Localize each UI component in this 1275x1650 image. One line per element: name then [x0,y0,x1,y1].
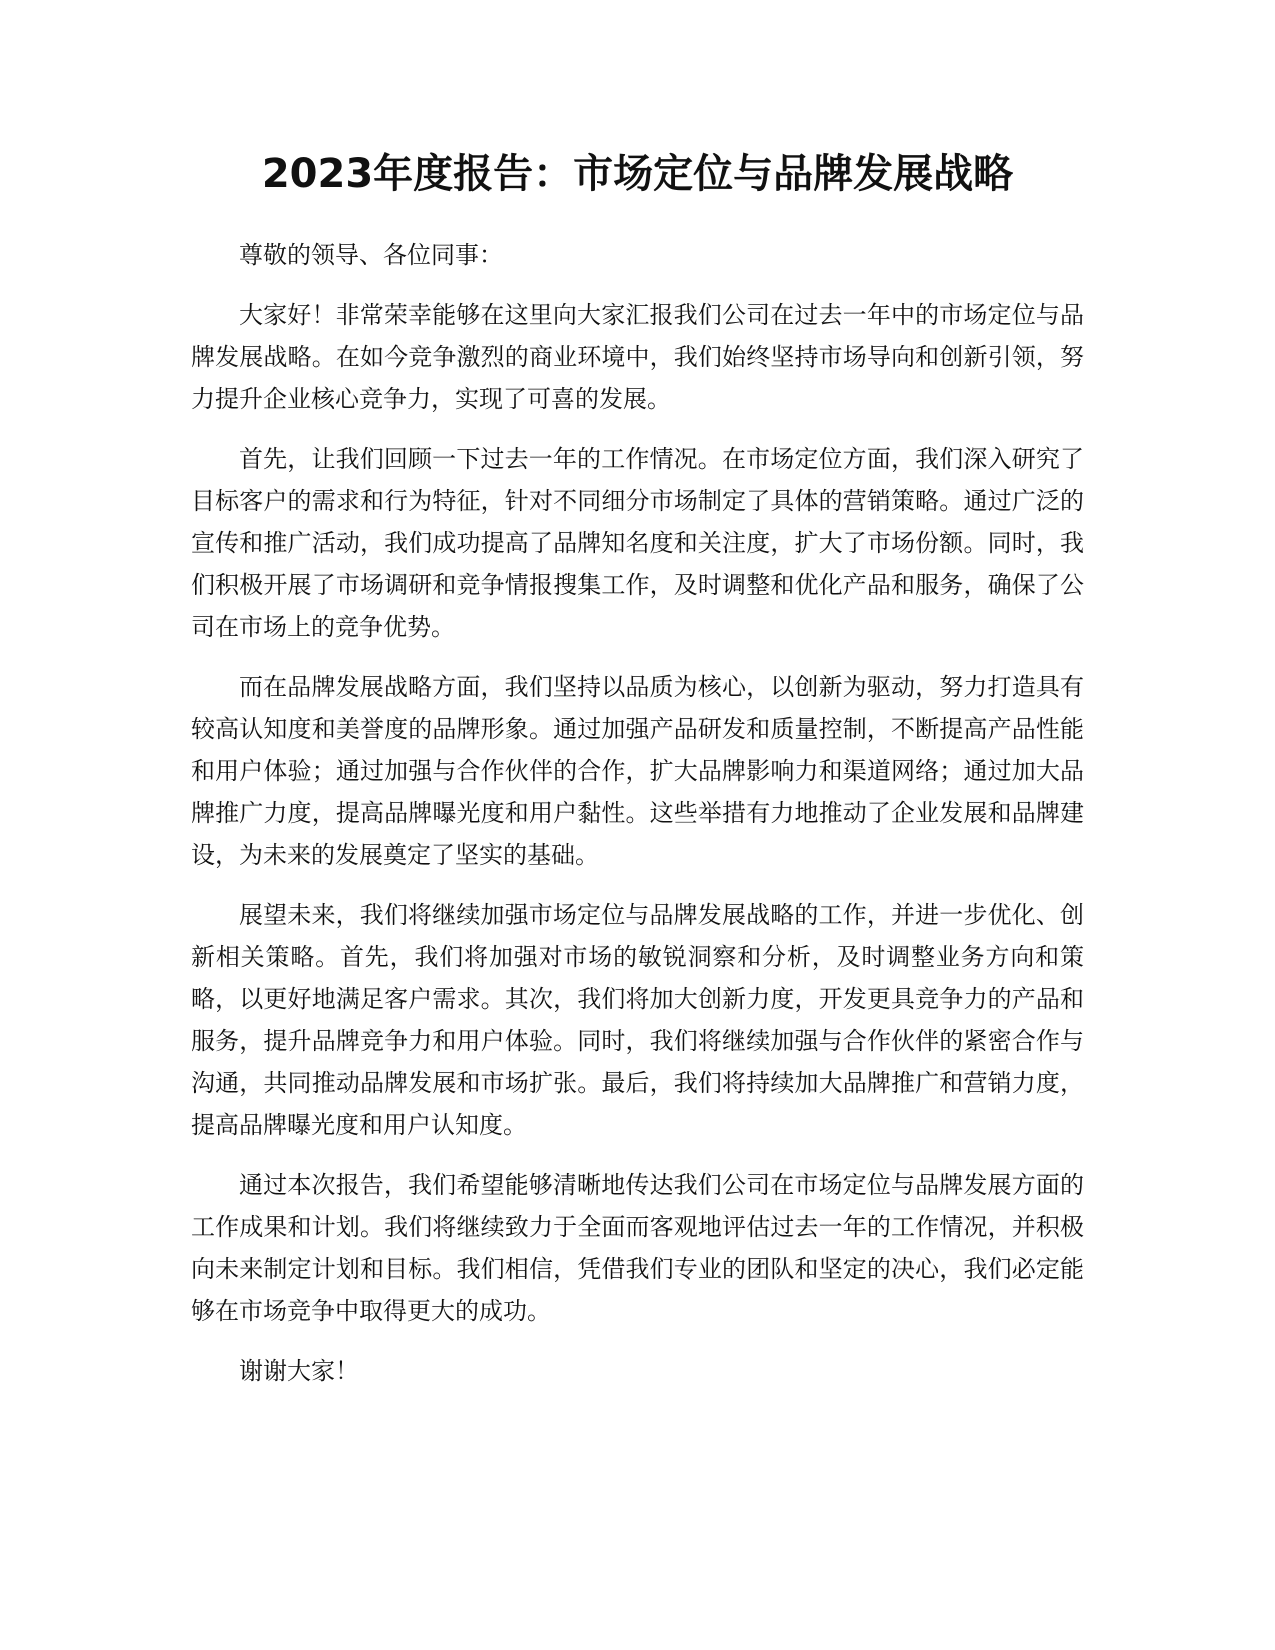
document-title: 2023年度报告：市场定位与品牌发展战略 [261,151,1014,197]
paragraph-brand-strategy: 而在品牌发展战略方面，我们坚持以品质为核心，以创新为驱动，努力打造具有较高认知度和美誉度的品牌形象。通过加强产品研发和质量控制，不断提高产品性能和用户体验；通过加强与合作伙伴的合作，扩大品牌影响力和渠道网络；通过加大品牌推广力度，提高品牌曝光度和用户黏性。这些举措有力地推动了企业发展和品牌建设，为未来的发展奠定了坚实的基础。 [191,673,1084,869]
closing: 谢谢大家！ [239,1357,359,1385]
paragraph-review: 首先，让我们回顾一下过去一年的工作情况。在市场定位方面，我们深入研究了目标客户的需求和行为特征，针对不同细分市场制定了具体的营销策略。通过广泛的宣传和推广活动，我们成功提高了品牌知名度和关注度，扩大了市场份额。同时，我们积极开展了市场调研和竞争情报搜集工作，及时调整和优化产品和服务，确保了公司在市场上的竞争优势。 [191,445,1084,641]
paragraph-intro: 大家好！非常荣幸能够在这里向大家汇报我们公司在过去一年中的市场定位与品牌发展战略。在如今竞争激烈的商业环境中，我们始终坚持市场导向和创新引领，努力提升企业核心竞争力，实现了可喜的发展。 [191,301,1084,413]
greeting: 尊敬的领导、各位同事： [239,241,503,269]
paragraph-conclusion: 通过本次报告，我们希望能够清晰地传达我们公司在市场定位与品牌发展方面的工作成果和计划。我们将继续致力于全面而客观地评估过去一年的工作情况，并积极向未来制定计划和目标。我们相信，凭借我们专业的团队和坚定的决心，我们必定能够在市场竞争中取得更大的成功。 [191,1171,1084,1325]
paragraph-outlook: 展望未来，我们将继续加强市场定位与品牌发展战略的工作，并进一步优化、创新相关策略。首先，我们将加强对市场的敏锐洞察和分析，及时调整业务方向和策略，以更好地满足客户需求。其次，我们将加大创新力度，开发更具竞争力的产品和服务，提升品牌竞争力和用户体验。同时，我们将继续加强与合作伙伴的紧密合作与沟通，共同推动品牌发展和市场扩张。最后，我们将持续加大品牌推广和营销力度，提高品牌曝光度和用户认知度。 [191,901,1084,1139]
